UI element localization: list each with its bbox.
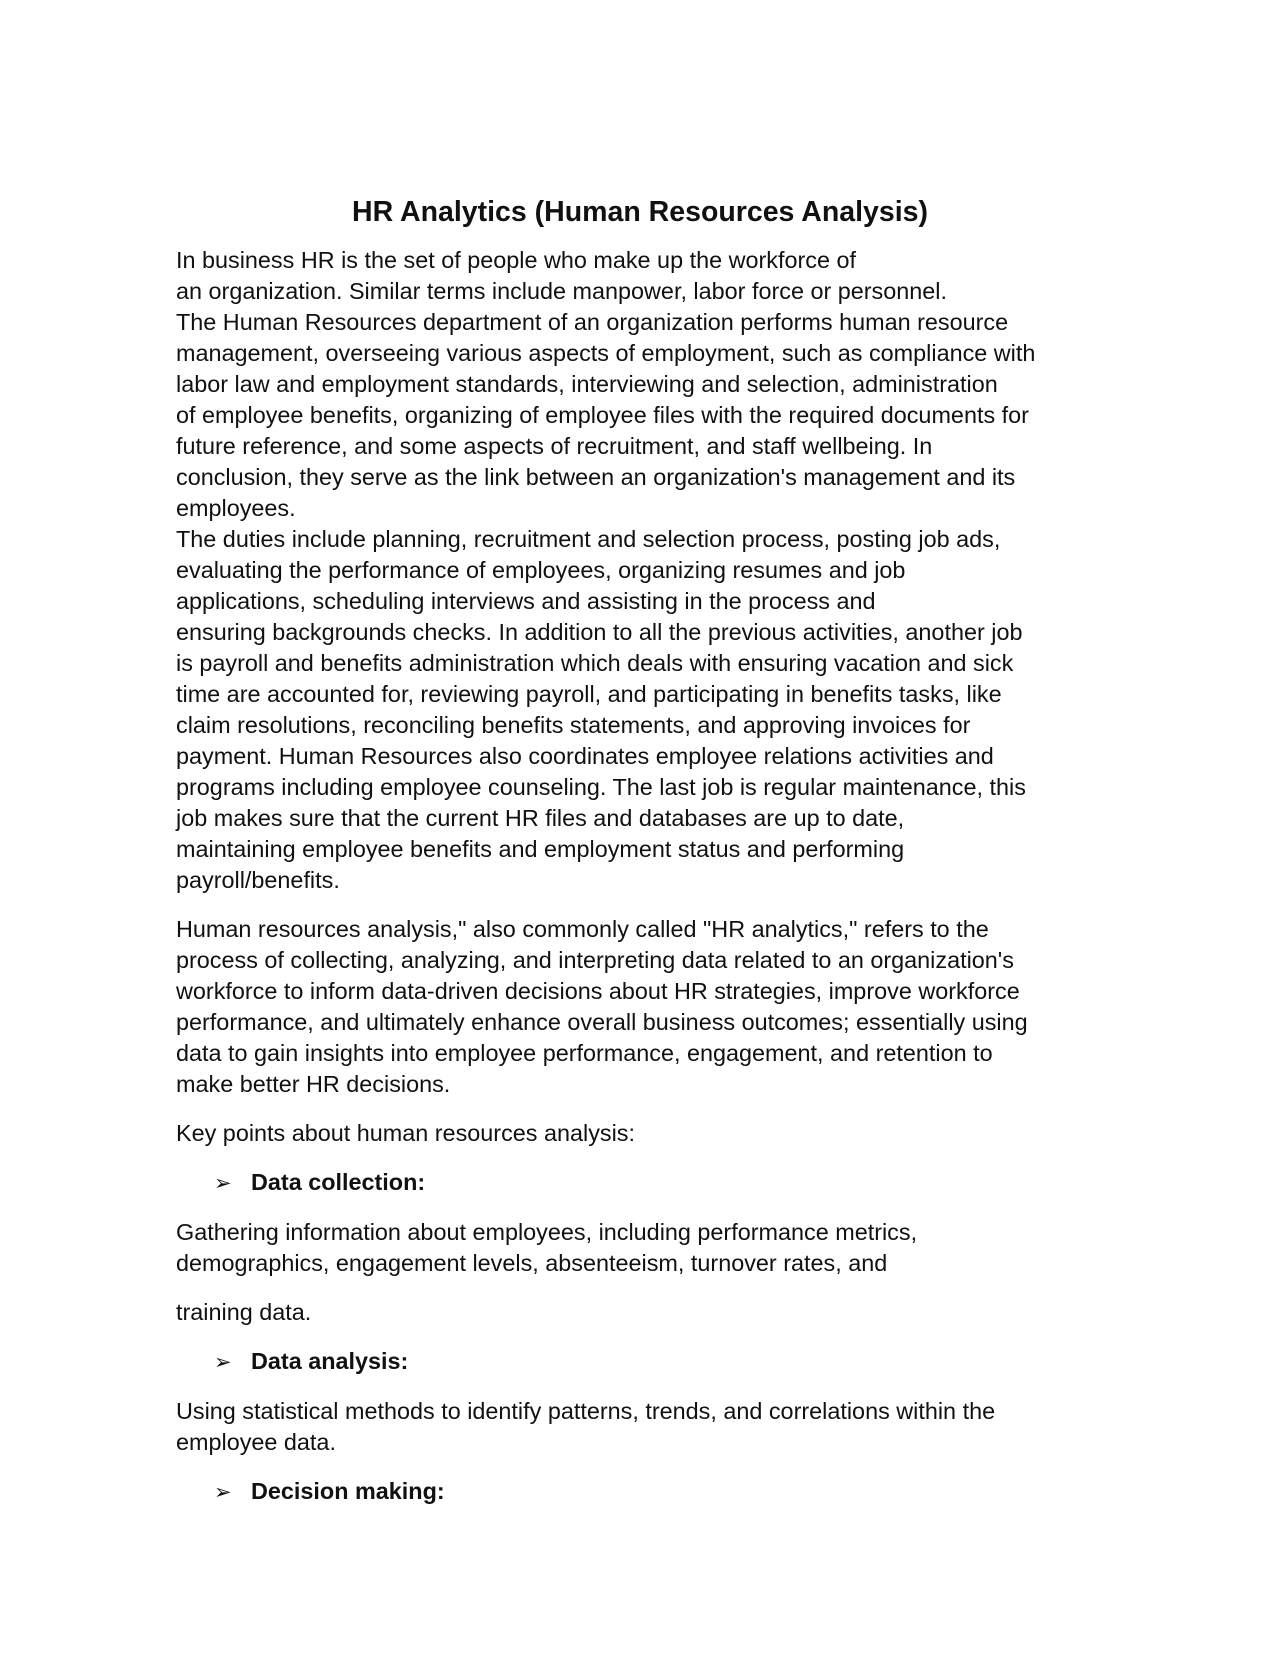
text-line: make better HR decisions. [176, 1071, 451, 1097]
bullet-heading-data-collection [176, 1167, 1106, 1199]
hr-definition-paragraph [176, 245, 1106, 896]
key-points-intro: Key points about human resources analysis: [176, 1120, 635, 1146]
paragraph-spacer [176, 1378, 1106, 1396]
text-line: employees. [176, 495, 296, 521]
bullet-heading-text: Decision making: [251, 1478, 445, 1504]
text-line: job makes sure that the current HR files and databases are up to date, [176, 805, 905, 831]
text-line: maintaining employee benefits and employment status and performing [176, 836, 905, 862]
text-line: Using statistical methods to identify patterns, trends, and correlations within the [176, 1398, 996, 1424]
text-line: claim resolutions, reconciling benefits statements, and approving invoices for [176, 712, 971, 738]
text-line: payment. Human Resources also coordinates employee relations activities and [176, 743, 994, 769]
text-line: Gathering information about employees, including performance metrics, [176, 1219, 918, 1245]
paragraph-spacer [176, 896, 1106, 914]
text-line: evaluating the performance of employees, organizing resumes and job [176, 557, 906, 583]
text-line: performance, and ultimately enhance overall business outcomes; essentially using [176, 1009, 1028, 1035]
text-line: ensuring backgrounds checks. In addition to all the previous activities, another job [176, 619, 1023, 645]
text-line: management, overseeing various aspects of employment, such as compliance with [176, 340, 1036, 366]
text-line: is payroll and benefits administration which deals with ensuring vacation and sick [176, 650, 1014, 676]
document-body [176, 245, 1106, 1508]
text-line: applications, scheduling interviews and assisting in the process and [176, 588, 876, 614]
bullet-heading-text: Data collection: [251, 1169, 426, 1195]
text-line: time are accounted for, reviewing payroll, and participating in benefits tasks, like [176, 681, 1002, 707]
text-line: In business HR is the set of people who make up the workforce of [176, 247, 856, 273]
paragraph-spacer [176, 1100, 1106, 1118]
bullet-heading-data-analysis [176, 1346, 1106, 1378]
text-line: of employee benefits, organizing of employee files with the required documents for [176, 402, 1029, 428]
paragraph-spacer [176, 1149, 1106, 1167]
paragraph-spacer [176, 1458, 1106, 1476]
bullet-heading-decision-making [176, 1476, 1106, 1508]
arrow-bullet-icon: ➢ [214, 1351, 232, 1374]
text-line: Human resources analysis," also commonly called "HR analytics," refers to the [176, 916, 989, 942]
hr-analytics-paragraph [176, 914, 1106, 1100]
bullet-heading-text: Data analysis: [251, 1348, 409, 1374]
text-line: workforce to inform data-driven decisions about HR strategies, improve workforce [176, 978, 1020, 1004]
text-line: training data. [176, 1299, 312, 1325]
text-line: conclusion, they serve as the link between an organization's management and its [176, 464, 1016, 490]
text-line: programs including employee counseling. The last job is regular maintenance, this [176, 774, 1026, 800]
text-line: process of collecting, analyzing, and interpreting data related to an organization's [176, 947, 1014, 973]
paragraph-spacer [176, 1328, 1106, 1346]
paragraph-spacer [176, 1279, 1106, 1297]
text-line: employee data. [176, 1429, 336, 1455]
text-line: an organization. Similar terms include manpower, labor force or personnel. [176, 278, 947, 304]
text-line: The duties include planning, recruitment and selection process, posting job ads, [176, 526, 1001, 552]
text-line: demographics, engagement levels, absenteeism, turnover rates, and [176, 1250, 888, 1276]
text-line: data to gain insights into employee performance, engagement, and retention to [176, 1040, 993, 1066]
text-line: labor law and employment standards, interviewing and selection, administration [176, 371, 998, 397]
arrow-bullet-icon: ➢ [214, 1481, 232, 1504]
text-line: future reference, and some aspects of recruitment, and staff wellbeing. In [176, 433, 933, 459]
text-line: The Human Resources department of an organization performs human resource [176, 309, 1009, 335]
text-line: payroll/benefits. [176, 867, 340, 893]
paragraph-spacer [176, 1199, 1106, 1217]
document-title: HR Analytics (Human Resources Analysis) [352, 196, 928, 228]
arrow-bullet-icon: ➢ [214, 1172, 232, 1195]
